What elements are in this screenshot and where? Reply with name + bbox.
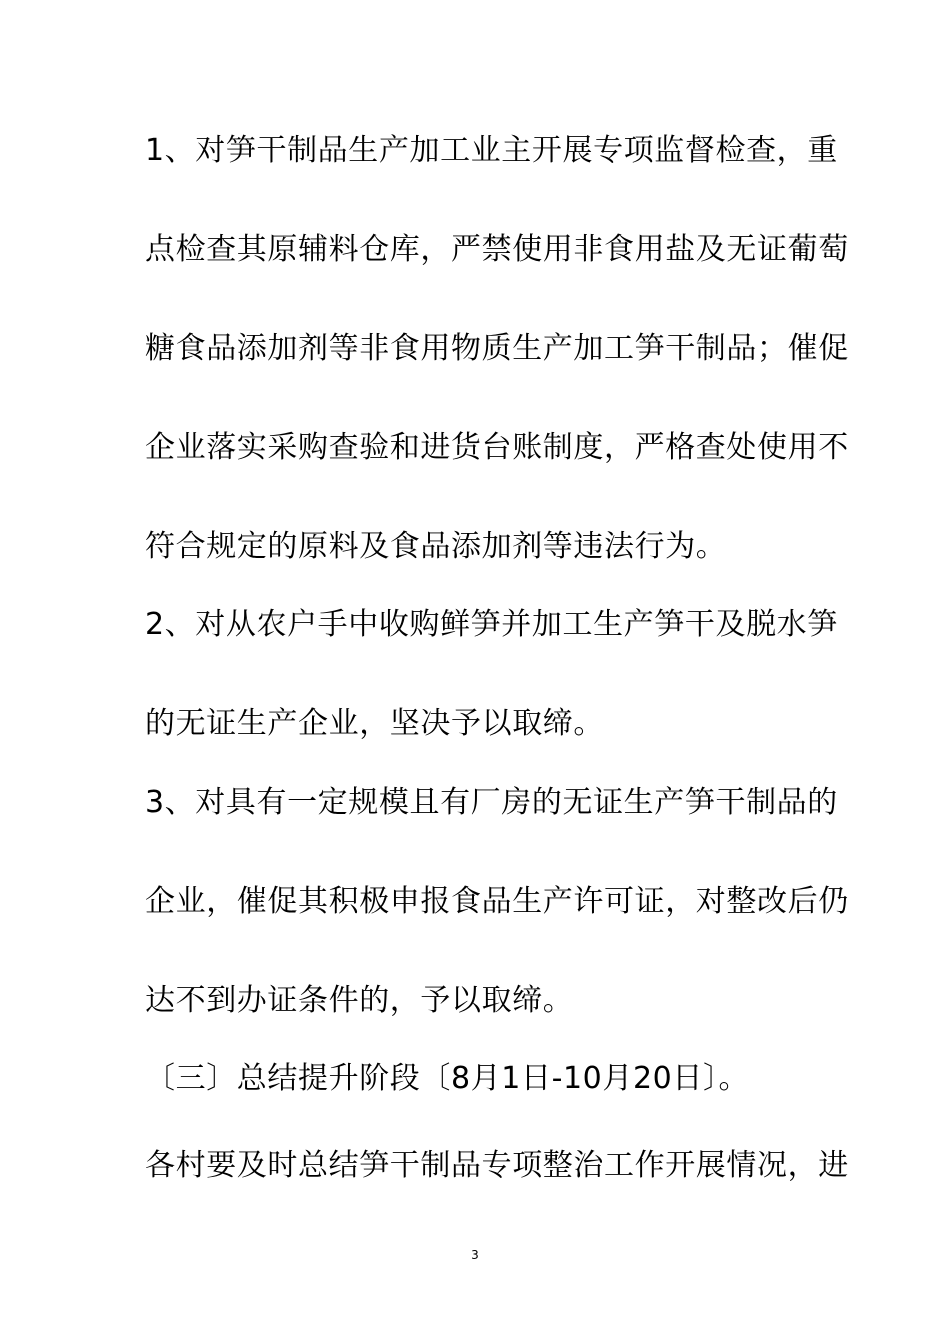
paragraph-line: 的无证生产企业，坚决予以取缔。 [145,706,604,741]
paragraph-line: 各村要及时总结笋干制品专项整治工作开展情况，进 [145,1148,849,1183]
section-heading: 〔三〕总结提升阶段〔8月1日-10月20日〕。 [145,1061,750,1096]
paragraph-line: 1、对笋干制品生产加工业主开展专项监督检查，重 [145,133,838,168]
paragraph-line: 3、对具有一定规模且有厂房的无证生产笋干制品的 [145,785,838,820]
paragraph-line: 企业，催促其积极申报食品生产许可证，对整改后仍 [145,884,849,919]
paragraph-line: 符合规定的原料及食品添加剂等违法行为。 [145,529,727,564]
paragraph-line: 2、对从农户手中收购鲜笋并加工生产笋干及脱水笋 [145,607,838,642]
paragraph-line: 达不到办证条件的，予以取缔。 [145,983,574,1018]
paragraph-line: 糖食品添加剂等非食用物质生产加工笋干制品；催促 [145,331,849,366]
paragraph-line: 点检查其原辅料仓库，严禁使用非食用盐及无证葡萄 [145,232,849,267]
page-number: 3 [471,1248,479,1262]
paragraph-line: 企业落实采购查验和进货台账制度，严格查处使用不 [145,430,849,465]
